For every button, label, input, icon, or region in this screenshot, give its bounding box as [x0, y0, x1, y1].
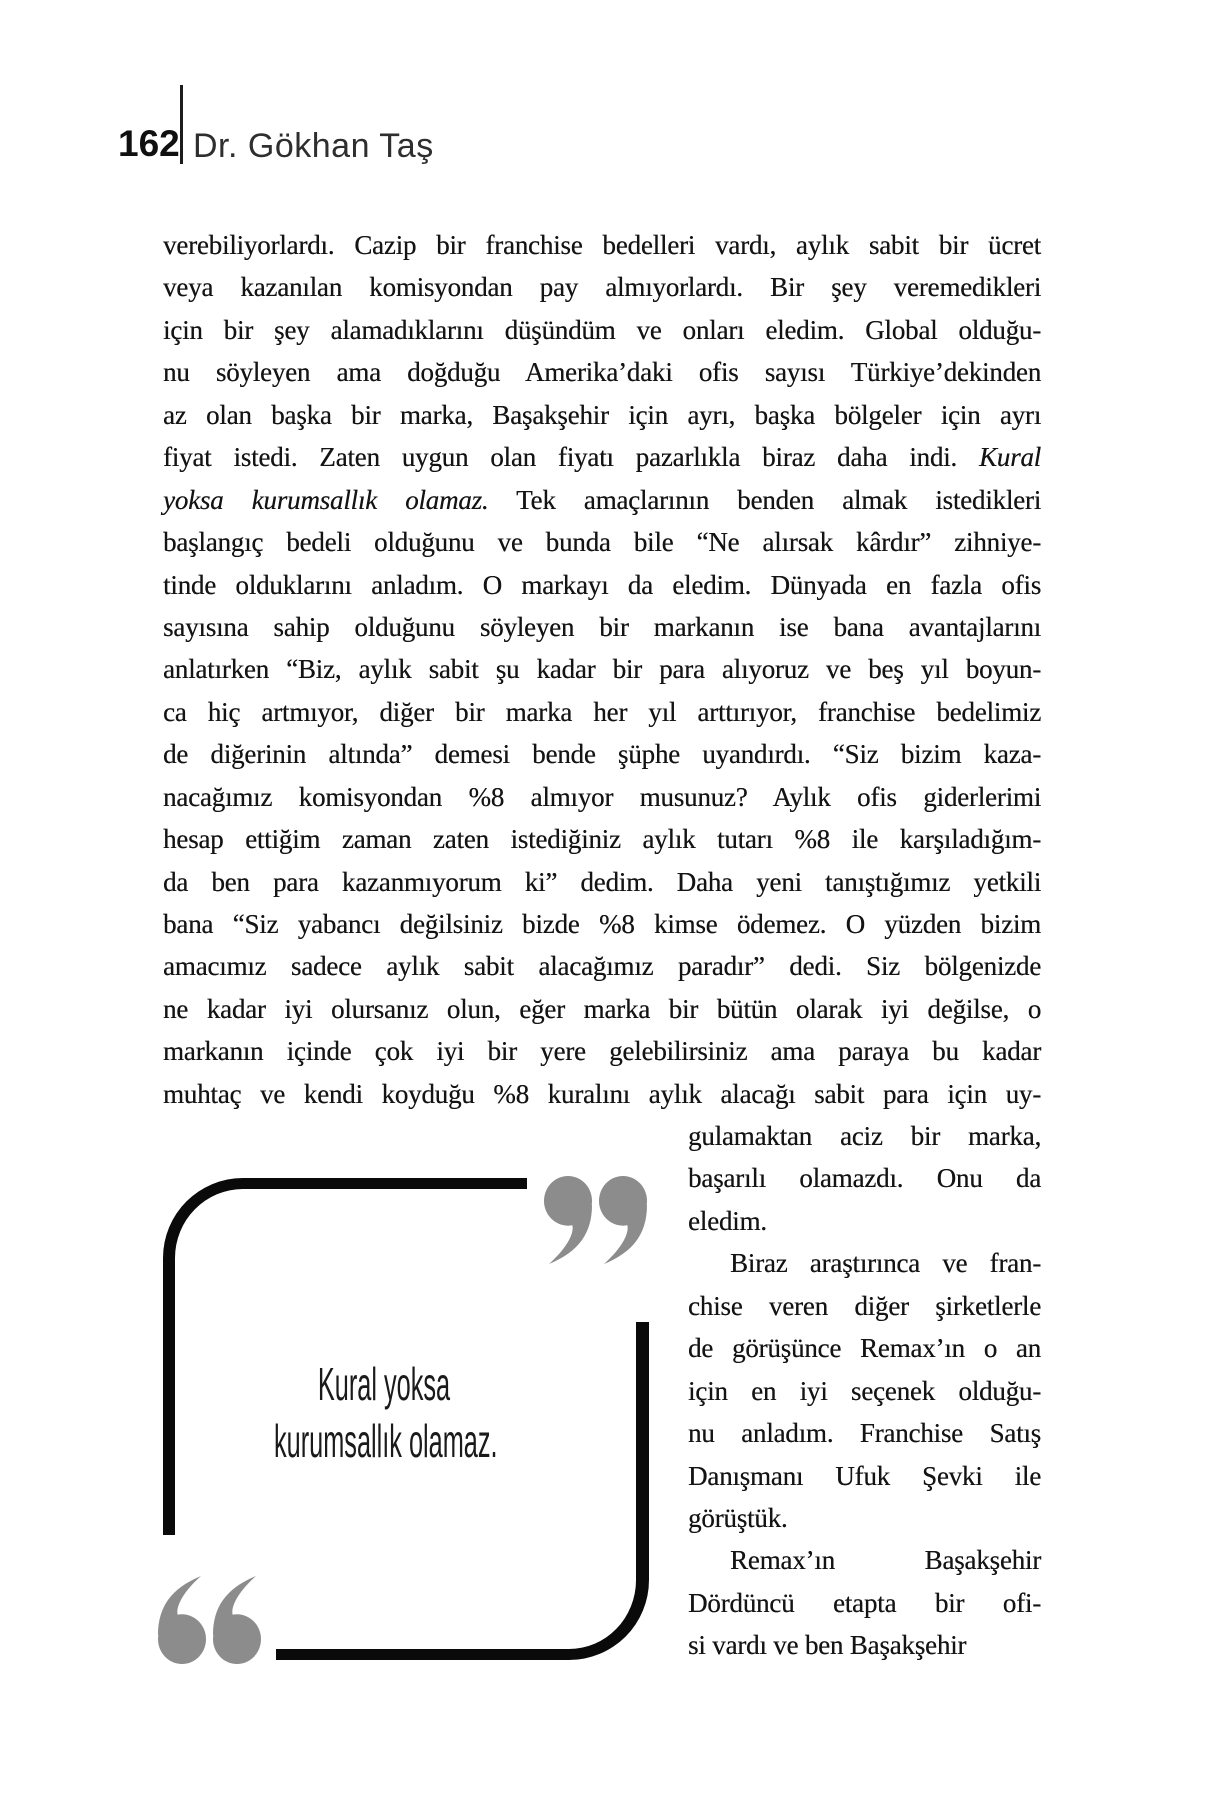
opening-quote-icon: [157, 1576, 262, 1664]
body-narrow-column: [688, 1115, 1041, 1667]
text-line: veya kazanılan komisyondan pay almıyorlardı. Bir şey veremedikleri: [163, 272, 1041, 303]
text-line: Dördüncü etapta bir ofi-: [688, 1587, 1041, 1618]
text-line: Biraz araştırınca ve fran-: [730, 1248, 1041, 1279]
text-line: ca hiç artmıyor, diğer bir marka her yıl arttırıyor, franchise bedelimiz: [163, 696, 1041, 727]
text-line: nu söyleyen ama doğduğu Amerika’daki ofis sayısı Türkiye’dekinden: [163, 357, 1041, 388]
text-line: si vardı ve ben Başakşehir: [688, 1630, 967, 1661]
text-line: tinde olduklarını anladım. O markayı da eledim. Dünyada en fazla ofis: [163, 569, 1041, 600]
text-line: da ben para kazanmıyorum ki” dedim. Daha yeni tanıştığımız yetkili: [163, 866, 1041, 897]
text-line: hesap ettiğim zaman zaten istediğiniz aylık tutarı %8 ile karşıladığım-: [163, 824, 1041, 855]
body-wide-column: [163, 224, 1041, 1115]
text-line: ne kadar iyi olursanız olun, eğer marka bir bütün olarak iyi değilse, o: [163, 993, 1041, 1024]
text-line: yoksa kurumsallık olamaz. Tek amaçlarının benden almak istedikleri: [163, 484, 1042, 515]
text-line: muhtaç ve kendi koyduğu %8 kuralını aylık alacağı sabit para için uy-: [163, 1078, 1041, 1109]
text-line: görüştük.: [688, 1502, 788, 1533]
text-line: için bir şey alamadıklarını düşündüm ve onları eledim. Global olduğu-: [163, 314, 1041, 345]
header-author: Dr. Gökhan Taş: [193, 127, 434, 165]
text-line: fiyat istedi. Zaten uygun olan fiyatı pazarlıkla biraz daha indi. Kural: [163, 442, 1041, 473]
text-line: sayısına sahip olduğunu söyleyen bir markanın ise bana avantajlarını: [163, 611, 1041, 642]
text-line: de diğerinin altında” demesi bende şüphe uyandırdı. “Siz bizim kaza-: [163, 739, 1041, 770]
text-line: için en iyi seçenek olduğu-: [688, 1375, 1041, 1406]
text-line: anlatırken “Biz, aylık sabit şu kadar bir para alıyoruz ve beş yıl boyun-: [163, 654, 1041, 685]
text-line: Remax’ın Başakşehir: [730, 1545, 1041, 1576]
pullquote-line-1: Kural yoksa: [317, 1358, 451, 1410]
pullquote-text: [274, 1356, 498, 1470]
text-line: chise veren diğer şirketlerle: [688, 1290, 1041, 1321]
text-line: gulamaktan aciz bir marka,: [688, 1121, 1041, 1151]
page-header: [0, 0, 1221, 200]
closing-quote-icon: [543, 1176, 648, 1264]
text-line: nu anladım. Franchise Satış: [688, 1418, 1041, 1449]
text-line: nacağımız komisyondan %8 almıyor musunuz? Aylık ofis giderlerimi: [163, 781, 1041, 812]
page-number: 162: [118, 123, 180, 164]
text-line: az olan başka bir marka, Başakşehir için ayrı, başka bölgeler için ayrı: [163, 399, 1041, 430]
text-line: markanın içinde çok iyi bir yere gelebilirsiniz ama paraya bu kadar: [163, 1036, 1041, 1067]
pullquote-line-2: kurumsallık olamaz.: [274, 1415, 498, 1467]
text-line: verebiliyorlardı. Cazip bir franchise bedelleri vardı, aylık sabit bir ücret: [163, 230, 1041, 260]
text-line: başlangıç bedeli olduğunu ve bunda bile “Ne alırsak kârdır” zihniye-: [163, 527, 1041, 558]
text-line: de görüşünce Remax’ın o an: [688, 1333, 1041, 1364]
text-line: amacımız sadece aylık sabit alacağımız paradır” dedi. Siz bölgenizde: [163, 951, 1041, 982]
text-line: başarılı olamazdı. Onu da: [688, 1163, 1041, 1194]
text-line: bana “Siz yabancı değilsiniz bizde %8 kimse ödemez. O yüzden bizim: [163, 909, 1041, 939]
text-line: Danışmanı Ufuk Şevki ile: [688, 1460, 1041, 1491]
header-divider: [180, 85, 183, 164]
text-line: eledim.: [688, 1205, 767, 1236]
